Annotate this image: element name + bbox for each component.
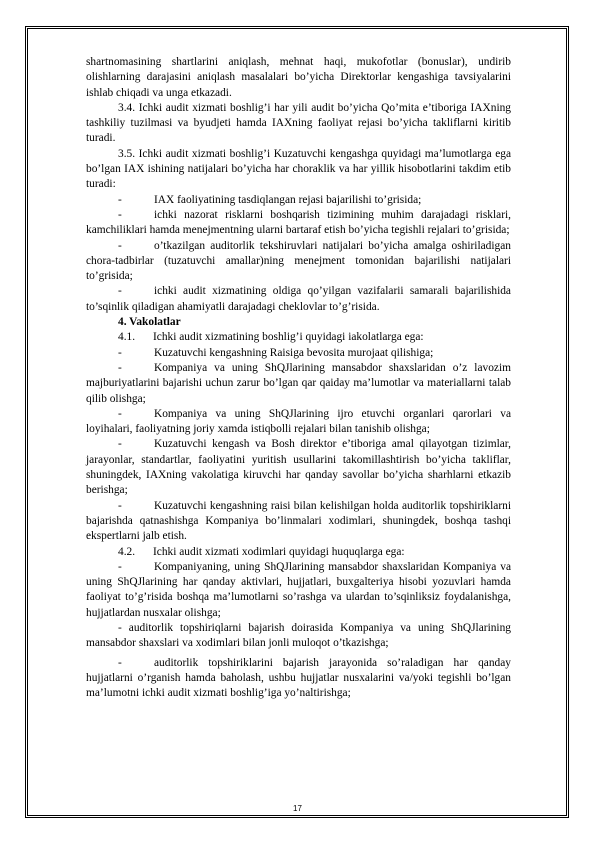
- list-marker: -: [118, 346, 122, 359]
- list-marker: -: [118, 499, 122, 512]
- list-marker: -: [118, 285, 122, 298]
- list-item-text: Kompaniya va uning ShQJlarining ijro etuvchi organlari qarorlari va loyihalari, faoliyatning joriy xamda istiqbolli rejalari bilan tanishib olishga;: [86, 407, 511, 436]
- list-marker: -: [118, 407, 122, 420]
- list-item-text: IAX faoliyatining tasdiqlangan rejasi bajarilishi to’grisida;: [154, 193, 422, 206]
- list-marker: -: [118, 239, 122, 252]
- list-marker: -: [118, 560, 122, 573]
- section-heading: 4. Vakolatlar: [118, 316, 181, 329]
- list-item-text: Kompaniya va uning ShQJlarining mansabdor shaxslaridan o’z lavozim majburiyatlarini bajarishi uchun zarur bo’lgan qar qaiday ma’lumotlar va materiallarni talab qilib olishga;: [86, 361, 511, 405]
- list-item: [86, 437, 511, 498]
- list-item-text: Kuzatuvchi kengashning raisi bilan kelishilgan holda auditorlik topshiriklarni bajarishda qatnashishga Kompaniya bo’linmalari xodimlari, shuningdek, boshqa tashqi ekspertlarni jalb etish.: [86, 499, 511, 543]
- item-text: Ichki audit xizmatining boshlig’i quyidagi iakolatlarga ega:: [153, 331, 424, 344]
- list-item-text: auditorlik topshiriklarini bajarish jarayonida so’raladigan har qanday hujjatlarni o’rganish hamda baholash, ushbu hujjatlar nusxalarini va/yoki tegishli bo’lgan ma’lumotni ichki audit xizmati boshlig’iga yo’naltirishga;: [86, 656, 511, 700]
- document-body: [86, 55, 511, 701]
- list-item-text: Kuzatuvchi kengashning Raisiga bevosita murojaat qilishiga;: [154, 346, 434, 359]
- list-item: [86, 560, 511, 621]
- list-item-text: ichki audit xizmatining oldiga qo’yilgan vazifalarii samarali bajarilishida to’sqinlik qiladigan ahamiyatli darajadagi cheklovlar to’g’risida.: [86, 285, 511, 313]
- numbered-item-4-1: [86, 330, 511, 345]
- numbered-item-4-2: [86, 545, 511, 560]
- list-item: [86, 346, 511, 361]
- paragraph-continuation: shartnomasining shartlarini aniqlash, mehnat haqi, mukofotlar (bonuslar), undirib olishlarning darajasini aniqlash masalalari bo’yicha Direktorlar kengashiga tavsiyalarini ishlab chiqadi va unga etkazadi.: [86, 56, 511, 99]
- paragraph-3-4: 3.4. Ichki audit xizmati boshlig’i har yili audit bo’yicha Qo’mita e’tiboriga IAXning tashkiliy tuzilmasi va byudjeti hamda IAXning faoliyat rejasi bo’yicha takliflarni kiritib turadi.: [86, 101, 511, 145]
- list-item: [86, 656, 511, 702]
- list-item: [86, 208, 511, 239]
- list-item: [86, 361, 511, 407]
- list-marker: -: [118, 438, 122, 451]
- item-text: Ichki audit xizmati xodimlari quyidagi huquqlarga ega:: [153, 545, 405, 558]
- list-item-text: Kuzatuvchi kengash va Bosh direktor e’tiboriga amal qilayotgan tizimlar, jarayonlar, standartlar, faoliyatini yuritish usullarini takomillashtirish bo’yicha takliflar, shuningdek, IAXning vakolatiga kiruvchi har qanday savollar bo’yicha sharhlarni etkazib berishga;: [86, 438, 511, 497]
- list-marker: -: [118, 361, 122, 374]
- paragraph-3-5: 3.5. Ichki audit xizmati boshlig’i Kuzatuvchi kengashga quyidagi ma’lumotlarga ega bo’lgan IAX ishining natijalari bo’yicha har choraklik va har yillik hisobotlarini takdim etib turadi:: [86, 147, 511, 191]
- item-number: 4.2.: [118, 545, 136, 558]
- list-item-inline: - auditorlik topshiriqlarni bajarish doirasida Kompaniya va uning ShQJlarining mansabdor shaxslari va xodimlari bilan jonli muloqot o’tkazishga;: [86, 621, 511, 650]
- list-marker: -: [118, 208, 122, 221]
- item-number: 4.1.: [118, 331, 136, 344]
- page-number: 17: [293, 804, 302, 813]
- list-item-text: ichki nazorat risklarni boshqarish tizimining muhim darajadagi risklari, kamchiliklari hamda menejmentning ularni bartaraf etish bo’yicha tegishli rejalari to’grisida;: [86, 208, 511, 237]
- list-item: [86, 284, 511, 315]
- list-item: [86, 239, 511, 285]
- list-item-text: o’tkazilgan auditorlik tekshiruvlari natijalari bo’yicha amalga oshiriladigan chora-tadbirlar (tuzatuvchi amallar)ning menejment tomonidan bajarilishi natijalari to’grisida;: [86, 239, 511, 283]
- list-marker: -: [118, 656, 122, 669]
- list-item: [86, 499, 511, 545]
- list-marker: -: [118, 193, 122, 206]
- list-item-text: Kompaniyaning, uning ShQJlarining mansabdor shaxslaridan Kompaniya va uning ShQJlarining har qanday aktivlari, hujjatlari, buxgalteriya hisobi yozuvlari hamda faoliyat to’g’risida boshqa ma’lumotlarni so’rashga va ulardan to’sqinliksiz foydalanishga, hujjatlardan nusxalar olishga;: [86, 560, 511, 619]
- list-item: [86, 407, 511, 438]
- list-item: [86, 193, 511, 208]
